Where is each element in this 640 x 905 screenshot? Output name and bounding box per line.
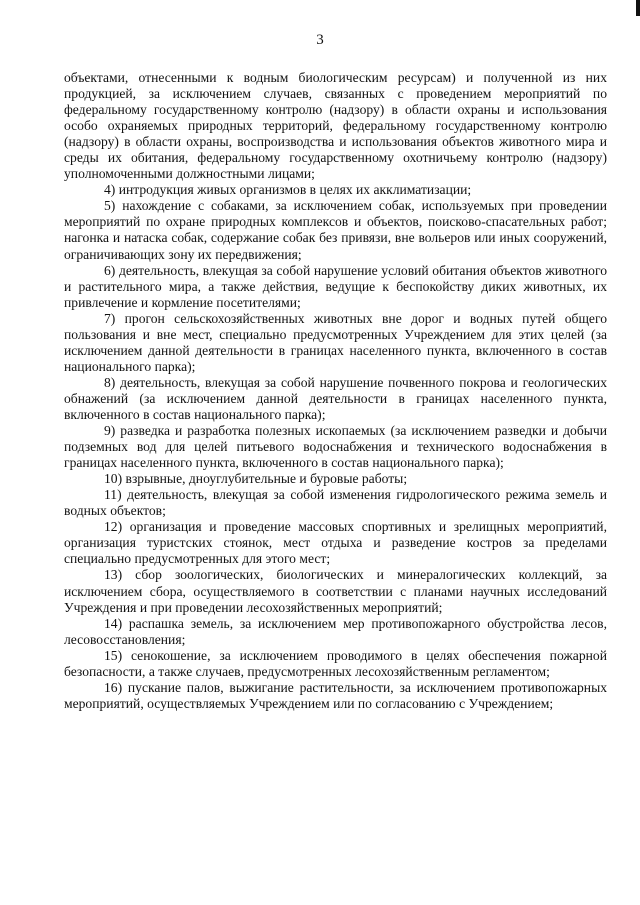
scan-edge-mark [636, 0, 640, 16]
paragraph-item-14: 14) распашка земель, за исключением мер противопожарного обустройства лесов, лесовосстановления; [64, 615, 607, 647]
paragraph-item-7: 7) прогон сельскохозяйственных животных вне дорог и водных путей общего пользования и вне мест, специально предусмотренных Учреждением для этих целей (за исключением данной деятельности в границах населенного пункта, включенного в состав национального парка); [64, 310, 607, 374]
paragraph-item-6: 6) деятельность, влекущая за собой нарушение условий обитания объектов животного и растительного мира, а также действия, ведущие к беспокойству диких животных, их привлечение и кормление посетителями; [64, 262, 607, 310]
paragraph-item-13: 13) сбор зоологических, биологических и минералогических коллекций, за исключением сбора, осуществляемого в соответствии с планами научных исследований Учреждения и при проведении лесохозяйственных мероприятий; [64, 567, 607, 615]
paragraph-item-15: 15) сенокошение, за исключением проводимого в целях обеспечения пожарной безопасности, а также случаев, предусмотренных лесохозяйственным регламентом; [64, 647, 607, 679]
paragraph-item-9: 9) разведка и разработка полезных ископаемых (за исключением разведки и добычи подземных вод для целей питьевого водоснабжения и технического водоснабжения в границах населенного пункта, включенного в состав национального парка); [64, 423, 607, 471]
paragraph-item-16: 16) пускание палов, выжигание растительности, за исключением противопожарных мероприятий, осуществляемых Учреждением или по согласованию с Учреждением; [64, 679, 607, 711]
paragraph-item-4: 4) интродукция живых организмов в целях их акклиматизации; [104, 182, 472, 198]
paragraph-item-5: 5) нахождение с собаками, за исключением собак, используемых при проведении мероприятий по охране природных комплексов и объектов, поисково-спасательных работ; нагонка и натаска собак, содержание собак без привязи, вне вольеров или иных сооружений, ограничивающих зону их передвижения; [64, 198, 607, 262]
document-body [64, 70, 607, 712]
page-number: 3 [316, 32, 324, 48]
paragraph-item-12: 12) организация и проведение массовых спортивных и зрелищных мероприятий, организация туристских стоянок, мест отдыха и разведение костров за пределами специально предусмотренных для этого мест; [64, 519, 607, 567]
paragraph-continuation: объектами, отнесенными к водным биологическим ресурсам) и полученной из них продукцией, за исключением случаев, связанных с проведением мероприятий по федеральному государственному контролю (надзору) в области охраны и использования особо охраняемых природных территорий, федеральному государственному контролю (надзору) в области охраны, воспроизводства и использования объектов животного мира и среды их обитания, федеральному государственному охотничьему контролю (надзору) уполномоченными должностными лицами; [64, 70, 607, 182]
paragraph-item-8: 8) деятельность, влекущая за собой нарушение почвенного покрова и геологических обнажений (за исключением данной деятельности в границах населенного пункта, включенного в состав национального парка); [64, 374, 607, 422]
paragraph-item-11: 11) деятельность, влекущая за собой изменения гидрологического режима земель и водных объектов; [64, 487, 607, 519]
paragraph-item-10: 10) взрывные, дноуглубительные и буровые работы; [104, 471, 408, 487]
